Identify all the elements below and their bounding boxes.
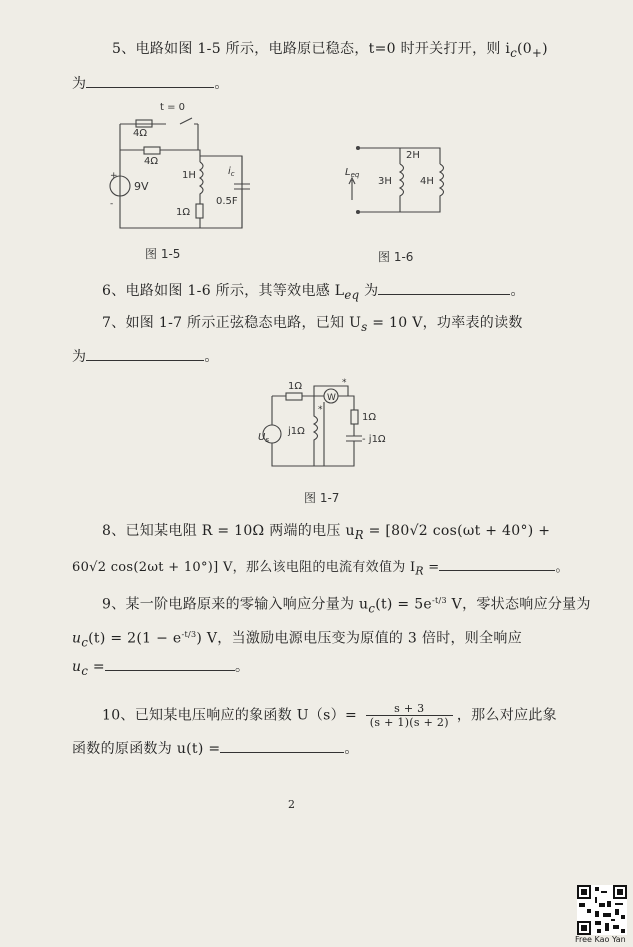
fig17-star2: * [342,378,347,388]
fig15-ic-label: $i_c$ [228,166,235,178]
q7-line1 [102,314,523,336]
fig16-l2 [440,164,444,202]
fig15-plus: + [110,171,118,181]
q9-sub1: c [368,601,376,616]
fig17-r1-label: 1Ω [288,381,303,392]
fig17-r2 [351,410,358,424]
q9-text3: V，零状态响应分量为 [446,596,591,613]
q9-answer-blank[interactable] [105,656,235,671]
fig15-inductor [200,162,203,204]
q9-sub2: c [81,635,89,650]
q8-line2 [72,556,569,581]
fig15-caption: 图 1-5 [145,247,181,261]
q7-text2: = 10 V，功率表的读数 [367,315,523,331]
q9-line1 [102,592,591,617]
q5-sup: + [532,45,543,60]
q5-line1 [112,40,548,62]
q5-text: 5、电路如图 1-5 所示，电路原已稳态，t=0 时开关打开，则 i [112,41,511,57]
q9-exp2: -t/3 [181,630,197,639]
fig17-wires [272,386,354,466]
q9-exp1: -t/3 [432,596,447,605]
q10-line2 [72,738,359,758]
q10-numerator: s + 3 [366,702,453,716]
fig16-caption: 图 1-6 [378,250,414,264]
q9-line3 [72,656,249,680]
fig16-l2-label: 4H [420,176,434,187]
q8-text: 8、已知某电阻 R = 10Ω 两端的电压 u [102,523,355,539]
fig15-r3 [196,204,203,218]
fig15-r2-label: 4Ω [144,156,159,167]
fig17-wires2 [324,396,354,466]
q10-end: 。 [344,741,359,757]
q10-text3: 函数的原函数为 u(t) = [72,741,221,757]
fig15-c-label: 0.5F [216,196,238,207]
q10-text2: ，那么对应此象 [456,707,557,724]
q9-u3: u [72,659,82,675]
fig15-r3-label: 1Ω [176,207,191,218]
fig16-m-label: 2H [406,150,420,161]
q7-answer-blank[interactable] [86,346,204,361]
q7-end: 。 [204,349,219,365]
q10-fraction [366,702,453,729]
q5-sub: c [510,45,518,60]
fig15-src-label: 9V [134,180,149,193]
q9-text5: ) V，当激励电源电压变为原值的 3 倍时，则全响应 [196,630,522,647]
fig16-arrow [349,178,355,200]
qr-code-icon [577,885,627,935]
q5-end: 。 [214,76,229,92]
q10-denominator: (s + 1)(s + 2) [369,716,449,729]
q10-text: 10、已知某电压响应的象函数 U（s）= [102,707,357,724]
q6-text: 6、电路如图 1-6 所示，其等效电感 L [102,283,345,299]
q10-answer-blank[interactable] [220,738,344,753]
q9-line2 [72,626,522,651]
fig16-l1 [400,164,404,202]
fig16-l1-label: 3H [378,176,392,187]
q9-sub3: c [81,663,89,678]
fig15-l-label: 1H [182,170,196,181]
fig17-r2-label: 1Ω [362,412,377,423]
fig15-minus: - [110,199,114,209]
figure-1-6 [340,140,460,220]
fig17-caption: 图 1-7 [304,491,340,505]
q7-line2 [72,346,219,366]
q9-text: 9、某一阶电路原来的零输入响应分量为 u [102,596,369,613]
q8-end: 。 [555,560,569,575]
q10-line1 [102,702,557,729]
q9-eq: = [88,659,105,675]
fig17-jc-label: - j1Ω [362,434,386,445]
q6-line [102,280,525,304]
q8-line1 [102,522,550,544]
brand-label: Free Kao Yan [575,935,626,944]
q8-sub2: R [415,564,424,578]
figure-1-5 [100,98,270,238]
fig16-node-top [357,147,360,150]
q8-answer-blank[interactable] [439,556,555,571]
q7-text: 7、如图 1-7 所示正弦稳态电路，已知 U [102,315,362,331]
fig15-t0: t = 0 [160,102,186,113]
q5-close: ) [542,41,548,57]
q5-prefix: 为 [72,76,87,92]
q8-sub: R [354,527,364,542]
q7-sub: s [361,319,368,334]
q9-text2: (t) = 5e [375,596,432,613]
page-number: 2 [288,798,295,811]
q9-end: 。 [234,659,250,675]
fig17-inductor [314,396,318,466]
q9-text4: (t) = 2(1 − e [88,630,182,647]
fig17-w-label: W [327,393,336,403]
q8-text2: = [80√2 cos(ωt + 40°) + [363,523,551,539]
q6-answer-blank[interactable] [378,280,510,295]
q5-answer-blank[interactable] [86,73,214,88]
q5-line2 [72,73,229,93]
fig15-r2 [144,147,160,154]
fig17-us-label: $U_s$ [258,432,269,444]
fig17-jl-label: j1Ω [288,426,305,437]
q5-tail: (0 [517,41,533,57]
fig16-node-bot [357,211,360,214]
q6-sub: eq [344,287,360,302]
fig17-capacitor [346,424,362,452]
q6-end: 。 [510,283,525,299]
fig17-star1: * [318,405,323,415]
q7-prefix: 为 [72,349,87,365]
q6-mid: 为 [359,283,379,299]
fig17-r1 [286,393,302,400]
fig16-leq: $L_{eq}$ [345,167,360,179]
q8-text3: 60√2 cos(2ωt + 10°)] V，那么该电阻的电流有效值为 I [72,560,416,575]
fig15-capacitor [200,156,250,228]
q8-eq: = [423,560,440,575]
q9-u: u [72,630,82,647]
fig15-r1-label: 4Ω [133,128,148,139]
fig15-switch-wire [120,118,198,140]
figure-1-7 [258,372,398,480]
